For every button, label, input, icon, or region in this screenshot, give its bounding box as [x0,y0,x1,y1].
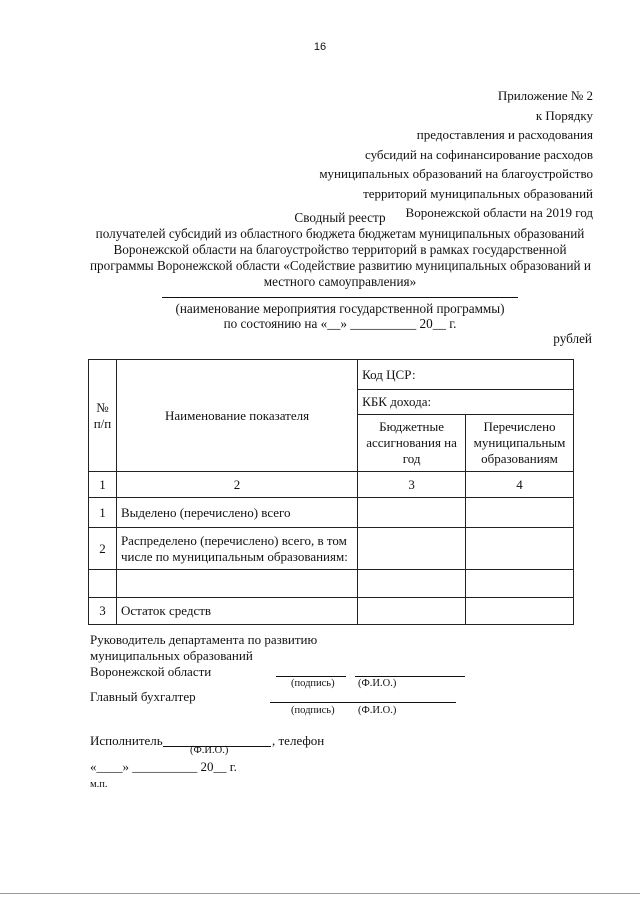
accountant-fio-line [348,702,456,703]
title-line: Сводный реестр [294,210,386,225]
index-cell: 4 [466,472,574,498]
signature-caption: (подпись) [291,678,335,689]
as-of-date: по состоянию на «__» __________ 20__ г. [223,316,457,331]
stamp-label: м.п. [90,779,108,790]
col-header-transferred: Перечислено муниципальным образованиям [466,415,574,472]
table-row [89,598,574,625]
event-caption: (наименование мероприятия государственной программы) [175,301,505,316]
table-row [89,498,574,528]
col-header-budget: Бюджетные ассигнования на год [358,415,466,472]
transferred-cell [466,570,574,598]
appendix-line: территорий муниципальных образований [363,185,593,201]
appendix-line: к Порядку [535,107,593,123]
transferred-cell [466,498,574,528]
signature-caption: (подпись) [291,705,335,716]
budget-cell [358,498,466,528]
index-cell: 1 [89,472,117,498]
appendix-line: Воронежской области на 2019 год [405,205,593,220]
row-name [116,570,357,598]
row-name: Остаток средств [116,598,357,625]
budget-cell [358,570,466,598]
table-row [89,570,574,598]
page-bottom-edge [0,893,640,894]
transferred-cell [466,598,574,625]
title-line: местного самоуправления» [263,274,417,289]
appendix-line: субсидий на софинансирование расходов [364,146,593,162]
document-title [90,210,590,290]
appendix-line: муниципальных образований на благоустройство [319,166,593,181]
head-signatory [90,632,317,680]
executor-label: Исполнитель [90,733,163,748]
index-cell: 2 [116,472,357,498]
registry-table [88,359,574,625]
appendix-header [233,86,593,223]
budget-cell [358,528,466,570]
row-name: Выделено (перечислено) всего [116,498,357,528]
executor-fio-caption: (Ф.И.О.) [190,745,229,756]
head-line: Воронежской области [90,664,212,679]
title-line: получателей субсидий из областного бюджета бюджетам муниципальных образований [95,226,585,241]
row-number: 3 [89,598,117,625]
phone-label: , телефон [272,733,325,748]
chief-accountant-label: Главный бухгалтер [90,689,196,704]
kbk-label: КБК дохода: [358,390,574,415]
head-line: муниципальных образований [90,648,253,663]
row-number [89,570,117,598]
col-header-number: № п/п [89,360,117,472]
fio-caption: (Ф.И.О.) [358,705,397,716]
head-line: Руководитель департамента по развитию [90,632,318,647]
budget-cell [358,598,466,625]
row-number: 2 [89,528,117,570]
col-header-name: Наименование показателя [116,360,357,472]
date-line: «____» __________ 20__ г. [90,759,237,774]
head-fio-line [355,676,465,677]
head-signature-line [276,676,346,677]
code-csr-label: Код ЦСР: [358,360,574,390]
title-line: Воронежской области на благоустройство территорий в рамках государственной [113,242,567,257]
appendix-line: Приложение № 2 [497,88,593,103]
units-label: рублей [553,331,592,346]
table-row [89,528,574,570]
event-block [130,301,550,331]
index-cell: 3 [358,472,466,498]
fio-caption: (Ф.И.О.) [358,678,397,689]
event-name-line [162,297,518,298]
accountant-signature-line [270,702,348,703]
row-number: 1 [89,498,117,528]
title-line: программы Воронежской области «Содействие развитию муниципальных образований и [90,258,591,273]
page-number: 16 [313,41,327,53]
transferred-cell [466,528,574,570]
row-name: Распределено (перечислено) всего, в том числе по муниципальным образованиям: [116,528,357,570]
appendix-line: предоставления и расходования [416,127,593,142]
